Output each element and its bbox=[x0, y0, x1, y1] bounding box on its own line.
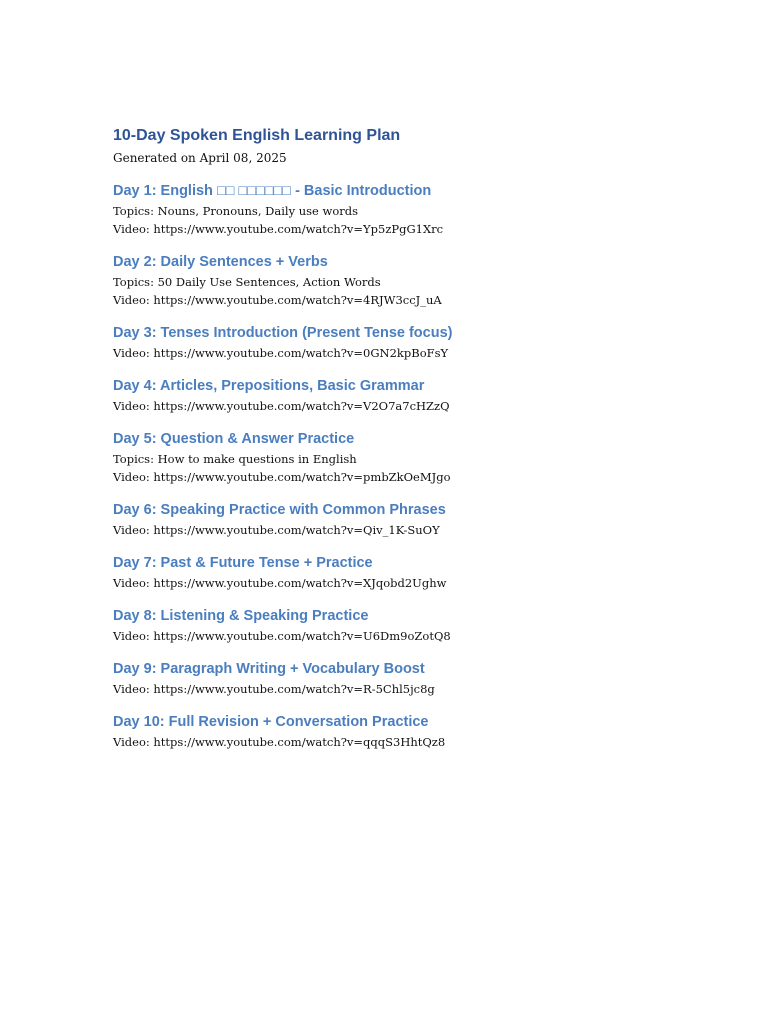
day-video-link: Video: https://www.youtube.com/watch?v=pmbZkOeMJgo bbox=[113, 470, 451, 484]
day-heading: Day 1: English □□ □□□□□□ - Basic Introduction bbox=[113, 183, 432, 199]
day-section-2 bbox=[113, 252, 713, 309]
day-heading: Day 5: Question & Answer Practice bbox=[113, 431, 355, 447]
day-video-link: Video: https://www.youtube.com/watch?v=R-5Chl5jc8g bbox=[113, 682, 435, 696]
day-section-8 bbox=[113, 606, 713, 645]
day-video-link: Video: https://www.youtube.com/watch?v=V2O7a7cHZzQ bbox=[113, 399, 450, 413]
day-heading: Day 2: Daily Sentences + Verbs bbox=[113, 254, 328, 270]
generated-date: Generated on April 08, 2025 bbox=[113, 151, 287, 165]
document-title: 10-Day Spoken English Learning Plan bbox=[113, 127, 401, 144]
day-heading: Day 9: Paragraph Writing + Vocabulary Boost bbox=[113, 661, 425, 677]
day-heading: Day 6: Speaking Practice with Common Phrases bbox=[113, 502, 446, 518]
day-section-6 bbox=[113, 500, 713, 539]
day-section-7 bbox=[113, 553, 713, 592]
day-video-link: Video: https://www.youtube.com/watch?v=4RJW3ccJ_uA bbox=[113, 293, 442, 307]
day-video-link: Video: https://www.youtube.com/watch?v=XJqobd2Ughw bbox=[113, 576, 447, 590]
day-heading: Day 3: Tenses Introduction (Present Tense focus) bbox=[113, 325, 453, 341]
day-section-5 bbox=[113, 429, 713, 486]
day-video-link: Video: https://www.youtube.com/watch?v=0GN2kpBoFsY bbox=[113, 346, 449, 360]
day-heading: Day 8: Listening & Speaking Practice bbox=[113, 608, 369, 624]
day-topics: Topics: How to make questions in English bbox=[113, 452, 357, 466]
day-section-1 bbox=[113, 181, 713, 238]
day-heading: Day 10: Full Revision + Conversation Practice bbox=[113, 714, 429, 730]
day-video-link: Video: https://www.youtube.com/watch?v=U6Dm9oZotQ8 bbox=[113, 629, 451, 643]
day-section-4 bbox=[113, 376, 713, 415]
day-topics: Topics: Nouns, Pronouns, Daily use words bbox=[113, 204, 359, 218]
day-video-link: Video: https://www.youtube.com/watch?v=Yp5zPgG1Xrc bbox=[113, 222, 444, 236]
day-section-9 bbox=[113, 659, 713, 698]
day-topics: Topics: 50 Daily Use Sentences, Action Words bbox=[113, 275, 381, 289]
day-heading: Day 7: Past & Future Tense + Practice bbox=[113, 555, 373, 571]
day-video-link: Video: https://www.youtube.com/watch?v=Qiv_1K-SuOY bbox=[113, 523, 440, 537]
day-section-10 bbox=[113, 712, 713, 751]
day-heading: Day 4: Articles, Prepositions, Basic Grammar bbox=[113, 378, 425, 394]
day-section-3 bbox=[113, 323, 713, 362]
day-video-link: Video: https://www.youtube.com/watch?v=qqqS3HhtQz8 bbox=[113, 735, 446, 749]
document-page bbox=[113, 125, 713, 751]
